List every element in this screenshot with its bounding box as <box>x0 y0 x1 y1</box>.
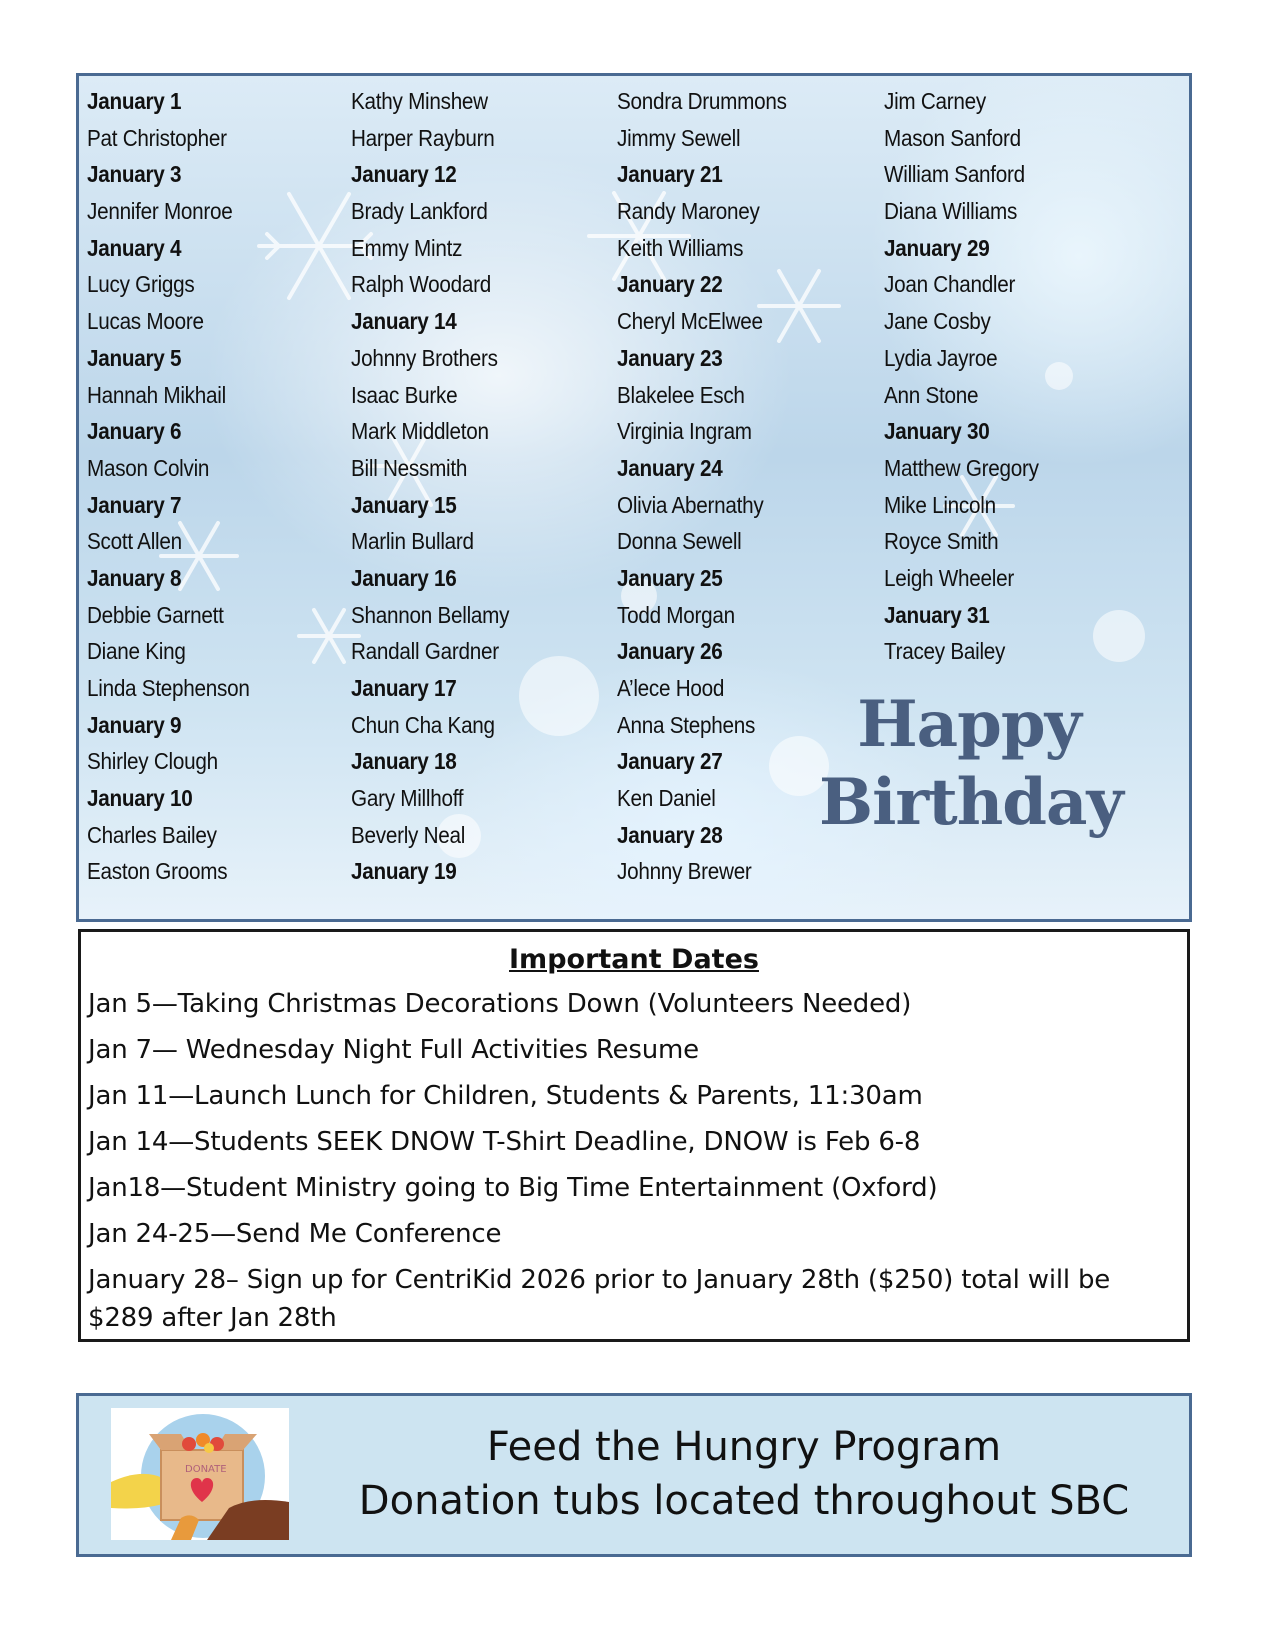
birthday-name: Pat Christopher <box>87 124 227 151</box>
birthday-name: Jim Carney <box>884 88 986 114</box>
birthday-date-heading: January 27 <box>617 748 723 775</box>
birthday-name: Debbie Garnett <box>87 601 224 628</box>
birthday-name: Chun Cha Kang <box>351 711 495 738</box>
birthday-date-heading: January 18 <box>351 748 457 775</box>
birthday-date-heading: January 17 <box>351 675 457 701</box>
important-dates-list <box>81 981 1187 1337</box>
important-dates-heading: Important Dates <box>509 944 759 975</box>
birthday-name: Diane King <box>87 638 186 665</box>
important-date-item: Jan 5—Taking Christmas Decorations Down (Volunteers Needed) <box>88 989 912 1019</box>
birthday-name: Royce Smith <box>884 528 999 555</box>
birthday-date-heading: January 25 <box>617 564 723 591</box>
birthday-name: Easton Grooms <box>87 858 228 885</box>
birthday-name: Randy Maroney <box>617 198 760 225</box>
birthday-name: William Sanford <box>884 161 1025 188</box>
birthday-name: Ann Stone <box>884 381 979 408</box>
birthday-date-heading: January 30 <box>884 418 990 445</box>
birthday-name: Tracey Bailey <box>884 638 1006 665</box>
birthday-name: Brady Lankford <box>351 198 488 225</box>
donation-box-hands-icon <box>111 1408 289 1540</box>
birthday-name: Charles Bailey <box>87 821 217 848</box>
birthday-column-2 <box>351 83 509 890</box>
happy-birthday-heading <box>819 686 1123 842</box>
birthday-name: Matthew Gregory <box>884 454 1039 481</box>
important-date-item: Jan 11—Launch Lunch for Children, Students & Parents, 11:30am <box>88 1081 923 1111</box>
important-dates-box <box>78 929 1190 1342</box>
birthday-name: Scott Allen <box>87 528 182 555</box>
birthday-date-heading: January 26 <box>617 638 723 665</box>
birthday-word: Birthday <box>819 765 1123 840</box>
birthday-name: Beverly Neal <box>351 821 466 848</box>
birthday-name: Jennifer Monroe <box>87 198 233 225</box>
birthday-name: Linda Stephenson <box>87 675 250 701</box>
birthday-date-heading: January 10 <box>87 785 193 812</box>
birthday-name: Mike Lincoln <box>884 491 996 518</box>
birthday-name: Emmy Mintz <box>351 234 463 261</box>
birthday-name: Todd Morgan <box>617 601 735 628</box>
birthday-name: Blakelee Esch <box>617 381 745 408</box>
feed-the-hungry-box <box>76 1393 1192 1557</box>
birthday-column-3 <box>617 83 787 890</box>
birthday-date-heading: January 23 <box>617 344 723 371</box>
birthday-name: Jane Cosby <box>884 308 991 335</box>
birthday-date-heading: January 21 <box>617 161 723 188</box>
birthday-date-heading: January 3 <box>87 161 182 188</box>
birthday-name: Lucy Griggs <box>87 271 195 298</box>
birthday-date-heading: January 12 <box>351 161 457 188</box>
birthday-name: Sondra Drummons <box>617 88 787 114</box>
birthday-name: Mark Middleton <box>351 418 489 445</box>
birthday-date-heading: January 15 <box>351 491 457 518</box>
birthday-name: Diana Williams <box>884 198 1018 225</box>
birthday-date-heading: January 4 <box>87 234 182 261</box>
birthday-column-1 <box>87 83 250 890</box>
birthday-name: Gary Millhoff <box>351 785 464 812</box>
birthday-name: Mason Colvin <box>87 454 210 481</box>
birthday-name: Johnny Brothers <box>351 344 498 371</box>
birthday-name: Marlin Bullard <box>351 528 474 555</box>
feed-title: Feed the Hungry Program <box>486 1424 1002 1470</box>
birthday-name: Jimmy Sewell <box>617 124 741 151</box>
birthday-date-heading: January 19 <box>351 858 457 885</box>
feed-subtitle: Donation tubs located throughout SBC <box>358 1478 1130 1524</box>
birthday-date-heading: January 8 <box>87 564 182 591</box>
birthday-name: Virginia Ingram <box>617 418 752 445</box>
birthday-date-heading: January 9 <box>87 711 182 738</box>
feed-message <box>319 1420 1169 1528</box>
birthday-date-heading: January 16 <box>351 564 457 591</box>
birthday-date-heading: January 31 <box>884 601 990 628</box>
important-date-item: January 28– Sign up for CentriKid 2026 prior to January 28th ($250) total will be $289 after Jan 28th <box>88 1265 1111 1333</box>
birthday-name: Keith Williams <box>617 234 744 261</box>
donate-box-label: DONATE <box>185 1464 227 1475</box>
birthday-column-4 <box>884 83 1039 670</box>
birthday-date-heading: January 28 <box>617 821 723 848</box>
birthday-name: Leigh Wheeler <box>884 564 1014 591</box>
birthday-date-heading: January 5 <box>87 344 182 371</box>
birthday-name: Lydia Jayroe <box>884 344 998 371</box>
birthday-name: Harper Rayburn <box>351 124 495 151</box>
birthday-name: Bill Nessmith <box>351 454 468 481</box>
birthday-date-heading: January 22 <box>617 271 723 298</box>
birthday-date-heading: January 7 <box>87 491 182 518</box>
important-date-item: Jan18—Student Ministry going to Big Time Entertainment (Oxford) <box>88 1173 938 1203</box>
birthday-date-heading: January 1 <box>87 88 182 114</box>
birthday-name: Shannon Bellamy <box>351 601 510 628</box>
birthday-panel <box>76 73 1192 922</box>
birthday-date-heading: January 24 <box>617 454 723 481</box>
birthday-name: Johnny Brewer <box>617 858 752 885</box>
birthday-name: Ken Daniel <box>617 785 716 812</box>
birthday-date-heading: January 6 <box>87 418 182 445</box>
important-date-item: Jan 24-25—Send Me Conference <box>88 1219 502 1249</box>
birthday-name: Randall Gardner <box>351 638 499 665</box>
birthday-name: Donna Sewell <box>617 528 742 555</box>
birthday-name: Joan Chandler <box>884 271 1016 298</box>
birthday-name: Hannah Mikhail <box>87 381 226 408</box>
birthday-name: Isaac Burke <box>351 381 458 408</box>
birthday-name: Anna Stephens <box>617 711 756 738</box>
important-date-item: Jan 14—Students SEEK DNOW T-Shirt Deadline, DNOW is Feb 6-8 <box>88 1127 921 1157</box>
birthday-name: Cheryl McElwee <box>617 308 763 335</box>
important-date-item: Jan 7— Wednesday Night Full Activities Resume <box>88 1035 699 1065</box>
birthday-name: Kathy Minshew <box>351 88 488 114</box>
birthday-date-heading: January 29 <box>884 234 990 261</box>
birthday-name: Shirley Clough <box>87 748 218 775</box>
birthday-name: Lucas Moore <box>87 308 204 335</box>
birthday-name: Olivia Abernathy <box>617 491 764 518</box>
birthday-name: Mason Sanford <box>884 124 1021 151</box>
happy-word: Happy <box>857 687 1081 762</box>
birthday-name: Ralph Woodard <box>351 271 491 298</box>
birthday-date-heading: January 14 <box>351 308 457 335</box>
birthday-name: A’lece Hood <box>617 675 725 701</box>
